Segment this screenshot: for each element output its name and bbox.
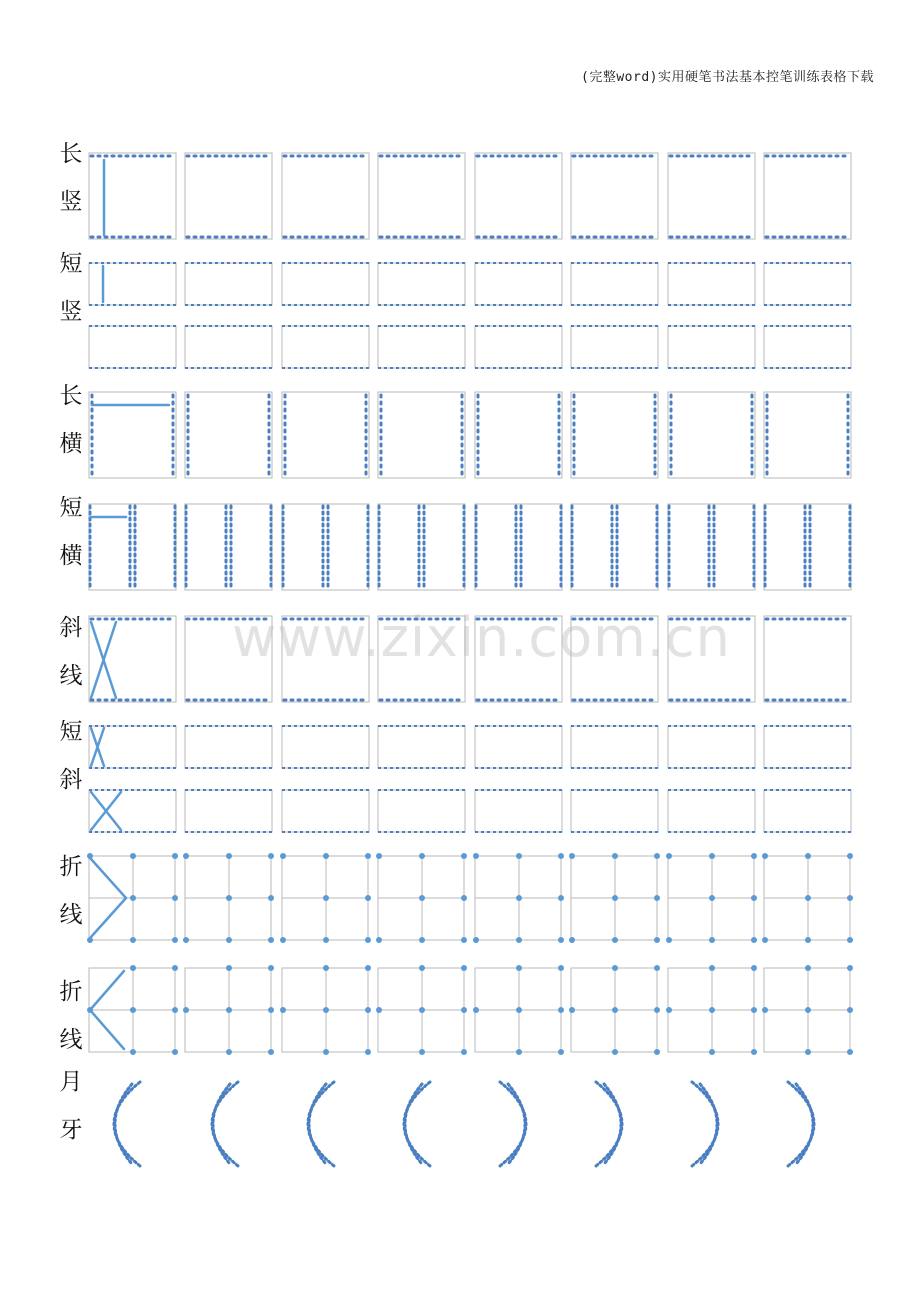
- anchor-dot: [461, 853, 467, 859]
- anchor-dot: [654, 1049, 660, 1055]
- anchor-dot: [558, 937, 564, 943]
- anchor-dot: [130, 1049, 136, 1055]
- grid-cell: [185, 326, 272, 368]
- anchor-dot: [419, 1007, 425, 1013]
- anchor-dot: [87, 853, 93, 859]
- grid-cell: [185, 392, 272, 478]
- grid-cell: [282, 504, 369, 590]
- anchor-dot: [473, 937, 479, 943]
- grid-cell: [764, 790, 851, 832]
- anchor-dot: [516, 937, 522, 943]
- anchor-dot: [847, 1007, 853, 1013]
- grid-cell: [571, 326, 658, 368]
- grid-cell: [282, 153, 369, 239]
- grid-cell: [764, 504, 851, 590]
- grid-cell: [185, 263, 272, 305]
- grid-cell: [475, 263, 562, 305]
- anchor-dot: [805, 965, 811, 971]
- grid-cell: [668, 504, 755, 590]
- grid-cell: [185, 616, 272, 702]
- grid-cell: [764, 616, 851, 702]
- anchor-dot: [268, 1049, 274, 1055]
- grid-cell: [668, 726, 755, 768]
- grid-cell: [378, 616, 465, 702]
- label-short-vertical: 短竖: [59, 251, 83, 325]
- grid-cell: [89, 153, 176, 239]
- label-long-vertical: 长竖: [59, 141, 83, 215]
- grid-cell: [89, 790, 176, 832]
- anchor-dot: [709, 1007, 715, 1013]
- anchor-dot: [461, 1007, 467, 1013]
- crescent-inner-2: [309, 1084, 326, 1164]
- grid-cell: [282, 790, 369, 832]
- anchor-dot: [612, 937, 618, 943]
- anchor-dot: [130, 965, 136, 971]
- anchor-dot: [847, 937, 853, 943]
- anchor-dot: [558, 895, 564, 901]
- anchor-dot: [612, 1049, 618, 1055]
- label-zigzag-right: 折线: [59, 854, 83, 928]
- anchor-dot: [172, 1049, 178, 1055]
- anchor-dot: [612, 853, 618, 859]
- anchor-dot: [461, 965, 467, 971]
- grid-cell: [378, 263, 465, 305]
- demo-stroke: [91, 898, 126, 937]
- anchor-dot: [516, 1049, 522, 1055]
- anchor-dot: [751, 1049, 757, 1055]
- anchor-dot: [558, 1049, 564, 1055]
- grid-cell: [571, 263, 658, 305]
- anchor-dot: [709, 965, 715, 971]
- anchor-dot: [709, 1049, 715, 1055]
- anchor-dot: [323, 853, 329, 859]
- watermark: www.zixin.com.cn: [232, 606, 731, 669]
- anchor-dot: [569, 853, 575, 859]
- crescent-inner-1: [213, 1084, 230, 1164]
- anchor-dot: [130, 853, 136, 859]
- crescent-outer-0: [114, 1082, 140, 1166]
- anchor-dot: [558, 1007, 564, 1013]
- document-title: (完整word)实用硬笔书法基本控笔训练表格下载: [581, 70, 874, 85]
- grid-cell: [571, 504, 658, 590]
- anchor-dot: [268, 937, 274, 943]
- grid-cell: [185, 726, 272, 768]
- label-short-horizontal: 短横: [59, 495, 83, 569]
- anchor-dot: [376, 1007, 382, 1013]
- anchor-dot: [516, 853, 522, 859]
- anchor-dot: [172, 895, 178, 901]
- anchor-dot: [226, 937, 232, 943]
- anchor-dot: [762, 853, 768, 859]
- anchor-dot: [183, 1007, 189, 1013]
- anchor-dot: [172, 853, 178, 859]
- crescent-inner-0: [115, 1084, 132, 1164]
- crescent-outer-3: [404, 1082, 430, 1166]
- grid-cell: [475, 392, 562, 478]
- anchor-dot: [280, 1007, 286, 1013]
- anchor-dot: [130, 937, 136, 943]
- anchor-dot: [654, 895, 660, 901]
- anchor-dot: [130, 1007, 136, 1013]
- crescent-inner-5: [604, 1084, 621, 1164]
- label-short-diagonal: 短斜: [59, 719, 83, 793]
- grid-cell: [764, 726, 851, 768]
- anchor-dot: [365, 1049, 371, 1055]
- grid-cell: [282, 726, 369, 768]
- crescent-outer-1: [212, 1082, 238, 1166]
- grid-cell: [475, 326, 562, 368]
- anchor-dot: [569, 1007, 575, 1013]
- label-crescent: 月牙: [59, 1069, 83, 1143]
- grid-cell: [475, 504, 562, 590]
- grid-cell: [378, 790, 465, 832]
- anchor-dot: [323, 1049, 329, 1055]
- crescent-outer-7: [788, 1082, 814, 1166]
- anchor-dot: [558, 853, 564, 859]
- anchor-dot: [847, 1049, 853, 1055]
- grid-cell: [185, 153, 272, 239]
- anchor-dot: [473, 853, 479, 859]
- anchor-dot: [654, 965, 660, 971]
- anchor-dot: [612, 1007, 618, 1013]
- anchor-dot: [365, 1007, 371, 1013]
- anchor-dot: [762, 1007, 768, 1013]
- crescent-inner-4: [508, 1084, 525, 1164]
- anchor-dot: [268, 965, 274, 971]
- anchor-dot: [516, 965, 522, 971]
- grid-cell: [764, 392, 851, 478]
- anchor-dot: [666, 853, 672, 859]
- grid-cell: [282, 616, 369, 702]
- anchor-dot: [183, 937, 189, 943]
- anchor-dot: [323, 965, 329, 971]
- grid-cell: [571, 726, 658, 768]
- grid-cell: [571, 790, 658, 832]
- grid-cell: [668, 616, 755, 702]
- anchor-dot: [130, 895, 136, 901]
- grid-cell: [378, 392, 465, 478]
- grid-cell: [668, 790, 755, 832]
- anchor-dot: [268, 853, 274, 859]
- anchor-dot: [323, 937, 329, 943]
- grid-cell: [185, 504, 272, 590]
- anchor-dot: [419, 937, 425, 943]
- label-zigzag-left: 折线: [59, 979, 83, 1053]
- anchor-dot: [172, 1007, 178, 1013]
- anchor-dot: [365, 937, 371, 943]
- anchor-dot: [226, 853, 232, 859]
- anchor-dot: [172, 965, 178, 971]
- grid-cell: [282, 392, 369, 478]
- demo-stroke: [90, 1010, 124, 1049]
- demo-stroke: [90, 971, 124, 1010]
- anchor-dot: [419, 1049, 425, 1055]
- grid-cell: [571, 392, 658, 478]
- anchor-dot: [805, 1049, 811, 1055]
- anchor-dot: [751, 1007, 757, 1013]
- anchor-dot: [226, 1007, 232, 1013]
- grid-cell: [764, 326, 851, 368]
- anchor-dot: [87, 937, 93, 943]
- grid-cell: [378, 726, 465, 768]
- anchor-dot: [365, 965, 371, 971]
- grid-cell: [282, 326, 369, 368]
- grid-cell: [571, 616, 658, 702]
- grid-cell: [185, 790, 272, 832]
- anchor-dot: [751, 937, 757, 943]
- anchor-dot: [805, 895, 811, 901]
- crescent-inner-3: [405, 1084, 422, 1164]
- anchor-dot: [376, 937, 382, 943]
- anchor-dot: [666, 937, 672, 943]
- demo-stroke: [91, 859, 126, 898]
- grid-cell: [378, 326, 465, 368]
- anchor-dot: [419, 853, 425, 859]
- crescent-inner-6: [700, 1084, 717, 1164]
- anchor-dot: [805, 853, 811, 859]
- anchor-dot: [280, 853, 286, 859]
- anchor-dot: [268, 1007, 274, 1013]
- grid-cell: [764, 153, 851, 239]
- anchor-dot: [654, 1007, 660, 1013]
- label-diagonal: 斜线: [59, 615, 83, 689]
- grid-cell: [668, 326, 755, 368]
- anchor-dot: [569, 937, 575, 943]
- anchor-dot: [183, 853, 189, 859]
- anchor-dot: [654, 937, 660, 943]
- crescent-outer-6: [692, 1082, 718, 1166]
- grid-cell: [475, 726, 562, 768]
- anchor-dot: [805, 1007, 811, 1013]
- anchor-dot: [323, 1007, 329, 1013]
- anchor-dot: [419, 895, 425, 901]
- anchor-dot: [461, 1049, 467, 1055]
- anchor-dot: [847, 895, 853, 901]
- crescent-inner-7: [796, 1084, 813, 1164]
- anchor-dot: [751, 853, 757, 859]
- anchor-dot: [751, 895, 757, 901]
- anchor-dot: [751, 965, 757, 971]
- grid-cell: [475, 616, 562, 702]
- grid-cell: [378, 153, 465, 239]
- anchor-dot: [847, 853, 853, 859]
- anchor-dot: [516, 1007, 522, 1013]
- anchor-dot: [226, 1049, 232, 1055]
- anchor-dot: [612, 895, 618, 901]
- anchor-dot: [268, 895, 274, 901]
- anchor-dot: [226, 895, 232, 901]
- anchor-dot: [280, 937, 286, 943]
- anchor-dot: [323, 895, 329, 901]
- grid-cell: [89, 326, 176, 368]
- anchor-dot: [516, 895, 522, 901]
- grid-cell: [571, 153, 658, 239]
- anchor-dot: [558, 965, 564, 971]
- anchor-dot: [365, 895, 371, 901]
- anchor-dot: [709, 937, 715, 943]
- grid-cell: [668, 263, 755, 305]
- anchor-dot: [666, 1007, 672, 1013]
- anchor-dot: [762, 937, 768, 943]
- anchor-dot: [805, 937, 811, 943]
- grid-cell: [764, 263, 851, 305]
- crescent-outer-4: [500, 1082, 526, 1166]
- anchor-dot: [654, 853, 660, 859]
- grid-cell: [668, 153, 755, 239]
- anchor-dot: [365, 853, 371, 859]
- grid-cell: [475, 153, 562, 239]
- anchor-dot: [847, 965, 853, 971]
- anchor-dot: [709, 895, 715, 901]
- anchor-dot: [172, 937, 178, 943]
- anchor-dot: [612, 965, 618, 971]
- grid-cell: [378, 504, 465, 590]
- anchor-dot: [419, 965, 425, 971]
- label-long-horizontal: 长横: [59, 383, 83, 457]
- anchor-dot: [461, 895, 467, 901]
- grid-cell: [475, 790, 562, 832]
- anchor-dot: [226, 965, 232, 971]
- grid-cell: [668, 392, 755, 478]
- anchor-dot: [709, 853, 715, 859]
- grid-cell: [282, 263, 369, 305]
- crescent-outer-5: [596, 1082, 622, 1166]
- anchor-dot: [461, 937, 467, 943]
- anchor-dot: [376, 853, 382, 859]
- anchor-dot: [473, 1007, 479, 1013]
- crescent-outer-2: [308, 1082, 334, 1166]
